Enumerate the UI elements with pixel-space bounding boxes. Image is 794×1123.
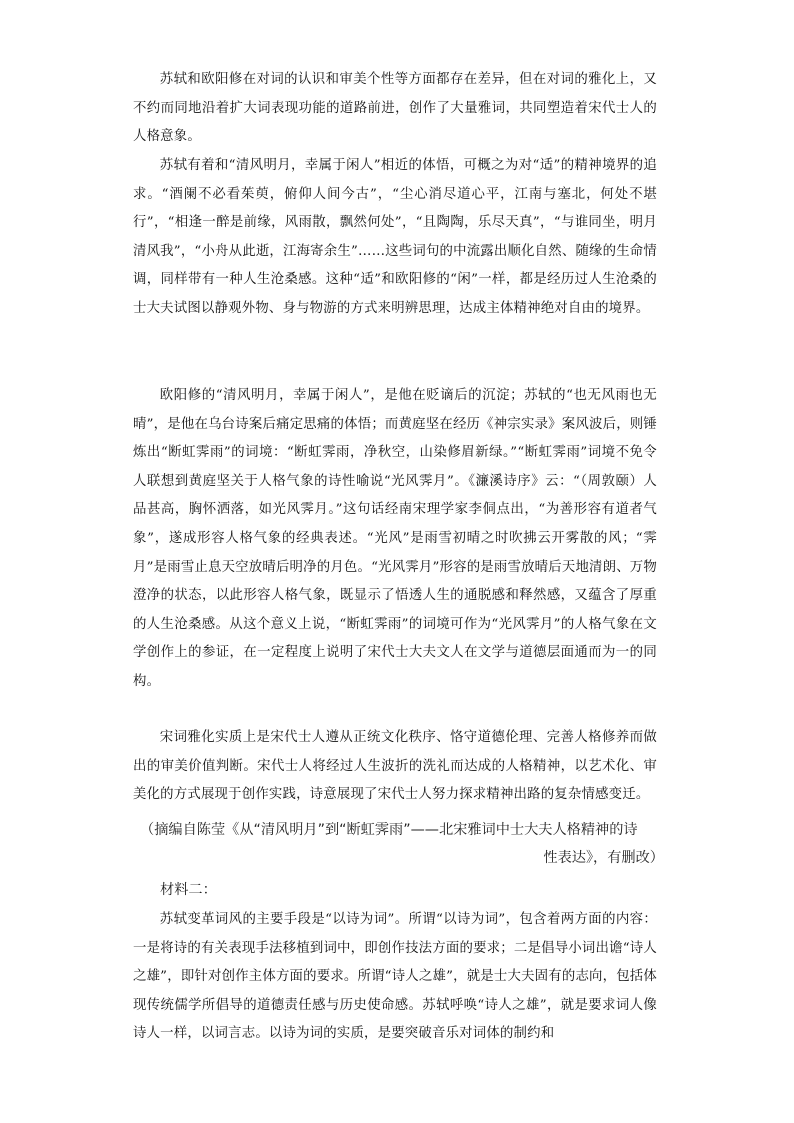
paragraph-3: 欧阳修的“清风明月，幸属于闲人”，是他在贬谪后的沉淀；苏轼的“也无风雨也无晴”，是他在乌台诗案后痛定思痛的体悟；而黄庭坚在经历《神宗实录》案风波后，则锤炼出“断虹霁雨”的词境：“断虹霁雨，净秋空，山染修眉新绿。”“断虹霁雨”词境不免令人联想到黄庭坚关于人格气象的诗性喻说“光风霁月”。《濂溪诗序》云：“（周敦颐）人品甚高，胸怀洒落，如光风霁月。”这句话经南宋理学家李侗点出，“为善形容有道者气象”，遂成形容人格气象的经典表述。“光风”是雨雪初晴之时吹拂云开雾散的风；“霁月”是雨雪止息天空放晴后明净的月色。“光风霁月”形容的是雨雪放晴后天地清朗、万物澄净的状态，以此形容人格气象，既显示了悟透人生的通脱感和释然感，又蕴含了厚重的人生沧桑感。从这个意义上说，“断虹霁雨”的词境可作为“光风霁月”的人格气象在文学创作上的参证，在一定程度上说明了宋代士大夫文人在文学与道德层面通而为一的同构。 <box>133 388 657 689</box>
citation-line-2: 性表达》，有删改） <box>543 850 664 866</box>
source-citation <box>140 816 664 872</box>
paragraph-5: 苏轼变革词风的主要手段是“以诗为词”。所谓“以诗为词”，包含着两方面的内容：一是将诗的有关表现手法移植到词中，即创作技法方面的要求；二是倡导小词出谵“诗人之雄”，即针对创作主体方面的要求。所谓“诗人之雄”，就是士大夫固有的志向，包括体现传统儒学所倡导的道德责任感与历史使命感。苏轼呼唤“诗人之雄”，就是要求词人像诗人一样，以词言志。以诗为词的实质，是要突破音乐对词体的制约和 <box>133 912 657 1042</box>
paragraph-4: 宋词雅化实质上是宋代士人遵从正统文化秩序、恪守道德伦理、完善人格修养而做出的审美价值判断。宋代士人将经过人生波折的洗礼而达成的人格精神，以艺术化、审美化的方式展现于创作实践，诗意展现了宋代士人努力探求精神出路的复杂情感变迁。 <box>133 730 657 803</box>
citation-line-1: （摘编自陈莹《从“清风明月”到“断虹霁雨”——北宋雅词中士大夫人格精神的诗 <box>140 822 638 838</box>
paragraph-2: 苏轼有着和“清风明月，幸属于闲人”相近的体悟，可概之为对“适”的精神境界的追求。“酒阑不必看茱萸，俯仰人间今古”，“尘心消尽道心平，江南与塞北，何处不堪行”，“相逢一醉是前缘，风雨散，飘然何处”，“且陶陶，乐尽天真”，“与谁同坐，明月清风我”，“小舟从此逝，江海寄余生”……这些词句的中流露出顺化自然、随缘的生命情调，同样带有一种人生沧桑感。这种“适”和欧阳修的“闲”一样，都是经历过人生沧桑的士大夫试图以静观外物、身与物游的方式来明辨思理，达成主体精神绝对自由的境界。 <box>133 158 657 316</box>
paragraph-1: 苏轼和欧阳修在对词的认识和审美个性等方面都存在差异，但在对词的雅化上，又不约而同地沿着扩大词表现功能的道路前进，创作了大量雅词，共同塑造着宋代士人的人格意象。 <box>133 72 657 145</box>
section-heading-material-2: 材料二： <box>160 882 217 898</box>
